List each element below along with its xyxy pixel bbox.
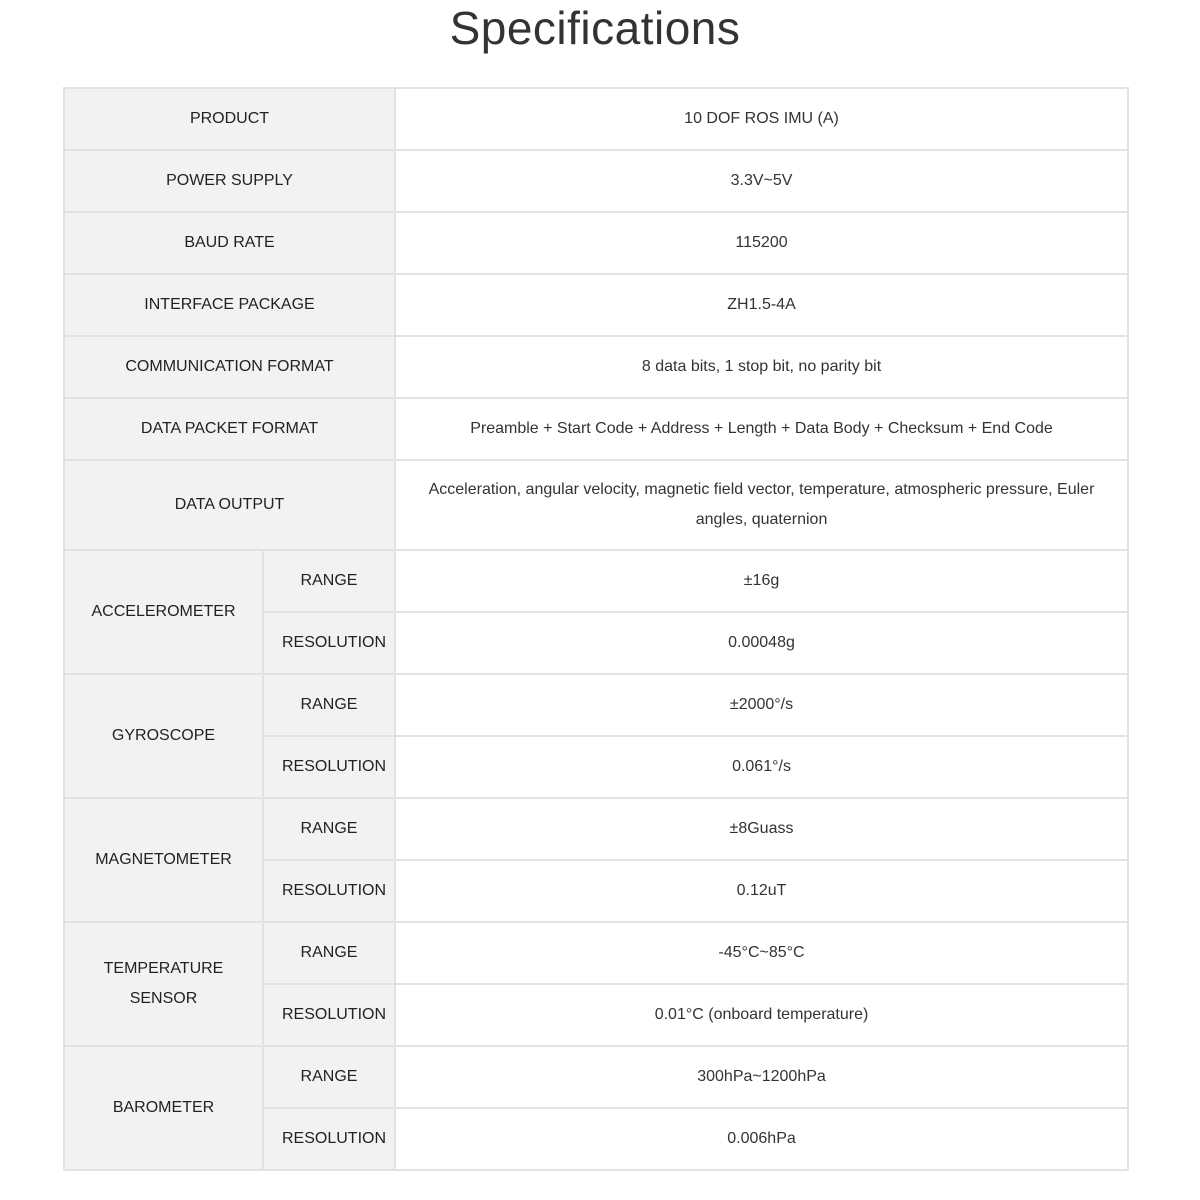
row-label: PRODUCT bbox=[64, 88, 395, 150]
resolution-value: 0.006hPa bbox=[395, 1108, 1128, 1170]
resolution-value: 0.12uT bbox=[395, 860, 1128, 922]
row-value: Acceleration, angular velocity, magnetic field vector, temperature, atmospheric pressure, Euler angles, quaternion bbox=[395, 460, 1128, 550]
row-label: DATA OUTPUT bbox=[64, 460, 395, 550]
row-label: BAUD RATE bbox=[64, 212, 395, 274]
row-value: ZH1.5-4A bbox=[395, 274, 1128, 336]
table-row bbox=[64, 1046, 1128, 1108]
resolution-label: RESOLUTION bbox=[263, 736, 395, 798]
range-value: ±2000°/s bbox=[395, 674, 1128, 736]
resolution-value: 0.00048g bbox=[395, 612, 1128, 674]
page-title: Specifications bbox=[449, 2, 741, 54]
row-value: 10 DOF ROS IMU (A) bbox=[395, 88, 1128, 150]
row-value: Preamble + Start Code + Address + Length + Data Body + Checksum + End Code bbox=[395, 398, 1128, 460]
table-row bbox=[64, 336, 1128, 398]
table-row bbox=[64, 460, 1128, 550]
resolution-label: RESOLUTION bbox=[263, 1108, 395, 1170]
table-row bbox=[64, 88, 1128, 150]
row-value: 115200 bbox=[395, 212, 1128, 274]
specifications-table bbox=[63, 87, 1129, 1171]
range-value: 300hPa~1200hPa bbox=[395, 1046, 1128, 1108]
row-label: POWER SUPPLY bbox=[64, 150, 395, 212]
row-label: COMMUNICATION FORMAT bbox=[64, 336, 395, 398]
range-value: -45°C~85°C bbox=[395, 922, 1128, 984]
table-row bbox=[64, 212, 1128, 274]
row-label: DATA PACKET FORMAT bbox=[64, 398, 395, 460]
sensor-label: GYROSCOPE bbox=[64, 674, 263, 798]
resolution-value: 0.061°/s bbox=[395, 736, 1128, 798]
row-label: INTERFACE PACKAGE bbox=[64, 274, 395, 336]
table-row bbox=[64, 798, 1128, 860]
range-label: RANGE bbox=[263, 798, 395, 860]
resolution-label: RESOLUTION bbox=[263, 612, 395, 674]
resolution-label: RESOLUTION bbox=[263, 860, 395, 922]
sensor-label: BAROMETER bbox=[64, 1046, 263, 1170]
sensor-label: TEMPERATURE SENSOR bbox=[64, 922, 263, 1046]
range-value: ±16g bbox=[395, 550, 1128, 612]
row-value: 8 data bits, 1 stop bit, no parity bit bbox=[395, 336, 1128, 398]
resolution-value: 0.01°C (onboard temperature) bbox=[395, 984, 1128, 1046]
table-row bbox=[64, 922, 1128, 984]
table-row bbox=[64, 674, 1128, 736]
range-label: RANGE bbox=[263, 674, 395, 736]
resolution-label: RESOLUTION bbox=[263, 984, 395, 1046]
sensor-label: ACCELEROMETER bbox=[64, 550, 263, 674]
sensor-label: MAGNETOMETER bbox=[64, 798, 263, 922]
table-row bbox=[64, 274, 1128, 336]
table-row bbox=[64, 398, 1128, 460]
row-value: 3.3V~5V bbox=[395, 150, 1128, 212]
range-label: RANGE bbox=[263, 922, 395, 984]
table-row bbox=[64, 550, 1128, 612]
range-label: RANGE bbox=[263, 550, 395, 612]
table-row bbox=[64, 150, 1128, 212]
range-label: RANGE bbox=[263, 1046, 395, 1108]
range-value: ±8Guass bbox=[395, 798, 1128, 860]
